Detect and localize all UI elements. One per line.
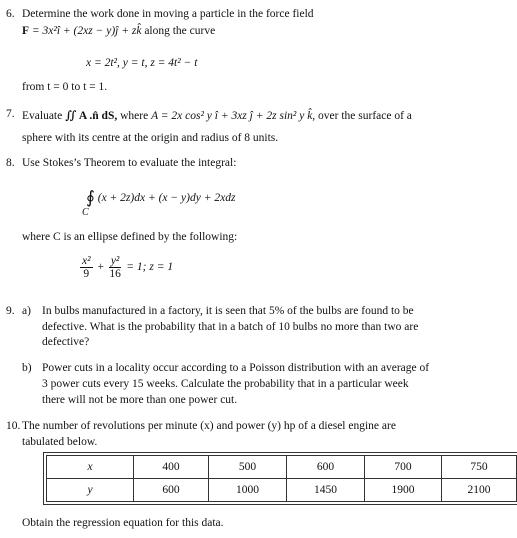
q9b-line2: 3 power cuts every 15 weeks. Calculate the probability that in a particular week: [42, 378, 409, 390]
q6-field-symbol: F: [22, 25, 30, 37]
q10-number: 10.: [6, 420, 21, 432]
table-cell: 1450: [287, 479, 365, 502]
q7-integral: ∬ A .n̂ dS,: [65, 110, 118, 122]
q9b-label: b): [22, 362, 32, 374]
q9a-label: a): [22, 305, 31, 317]
q8-integrand: (x + 2z)dx + (x − y)dy + 2xdz: [97, 192, 236, 204]
q9b-line3: there will not be more than one power cut.: [42, 394, 238, 406]
q8-contour-label: C: [82, 207, 89, 218]
q9a-line2: defective. What is the probability that in a batch of 10 bulbs no more than two are: [42, 321, 419, 333]
q7-vector-expression: A = 2x cos² y î + 3xz ĵ + 2z sin² y k̂,: [151, 110, 316, 122]
q10-line2: tabulated below.: [22, 436, 98, 448]
q7-evaluate: Evaluate: [22, 110, 63, 122]
q9a-line1: In bulbs manufactured in a factory, it is seen that 5% of the bulbs are found to be: [42, 305, 414, 317]
table-cell: 600: [134, 479, 209, 502]
q8-intro: Use Stokes’s Theorem to evaluate the integral:: [22, 157, 237, 169]
q8-ellipse-equation: $\frac{\text{x²}}{9}$ + $\frac{\text{y²}}{16}$ = 1; z = 1: [82, 255, 174, 280]
q8-integral: [86, 186, 235, 206]
table-row: [47, 479, 517, 502]
q6-field-vector: [22, 25, 215, 37]
q8-number: 8.: [6, 157, 15, 169]
q9-number: 9.: [6, 305, 15, 317]
q9a-line3: defective?: [42, 336, 90, 348]
q7-number: 7.: [6, 108, 15, 120]
table-cell: 500: [209, 456, 287, 479]
q10-closing: Obtain the regression equation for this data.: [22, 517, 224, 529]
q6-number: 6.: [6, 8, 15, 20]
y-fraction: [109, 255, 122, 280]
q6-intro: Determine the work done in moving a particle in the force field: [22, 8, 314, 20]
q8-where: where C is an ellipse defined by the following:: [22, 231, 238, 243]
q8-ellipse-rest: = 1; z = 1: [126, 261, 174, 274]
q7-line1: [22, 108, 412, 122]
q9b-line1: Power cuts in a locality occur according to a Poisson distribution with an average of: [42, 362, 430, 374]
table-cell: 600: [287, 456, 365, 479]
q6-field-suffix: along the curve: [144, 25, 216, 37]
table-cell: 700: [365, 456, 442, 479]
table-row: [47, 456, 517, 479]
q10-line1: The number of revolutions per minute (x) and power (y) hp of a diesel engine are: [22, 420, 396, 432]
q6-curve: x = 2t², y = t, z = 4t² − t: [86, 57, 198, 69]
y-denominator: 16: [109, 268, 121, 280]
x-squared: x²: [82, 255, 91, 267]
y-squared: y²: [110, 255, 120, 267]
x-denominator: 9: [83, 268, 90, 280]
table-cell: 1900: [365, 479, 442, 502]
table-cell: x: [47, 456, 134, 479]
table-cell: 400: [134, 456, 209, 479]
q6-range: from t = 0 to t = 1.: [22, 81, 108, 93]
table-cell: y: [47, 479, 134, 502]
contour-integral-icon: ∮: [86, 188, 95, 207]
q7-line2: sphere with its centre at the origin and radius of 8 units.: [22, 132, 279, 144]
q7-surface: over the surface of a: [318, 110, 412, 122]
table-cell: 1000: [209, 479, 287, 502]
x-fraction: [80, 255, 93, 280]
table-cell: 2100: [442, 479, 517, 502]
q6-field-expression: = 3x²î + (2xz − y)ĵ + zk̂: [31, 25, 142, 37]
table-cell: 750: [442, 456, 517, 479]
regression-data-table: [46, 455, 517, 502]
q7-where: where: [120, 110, 149, 122]
